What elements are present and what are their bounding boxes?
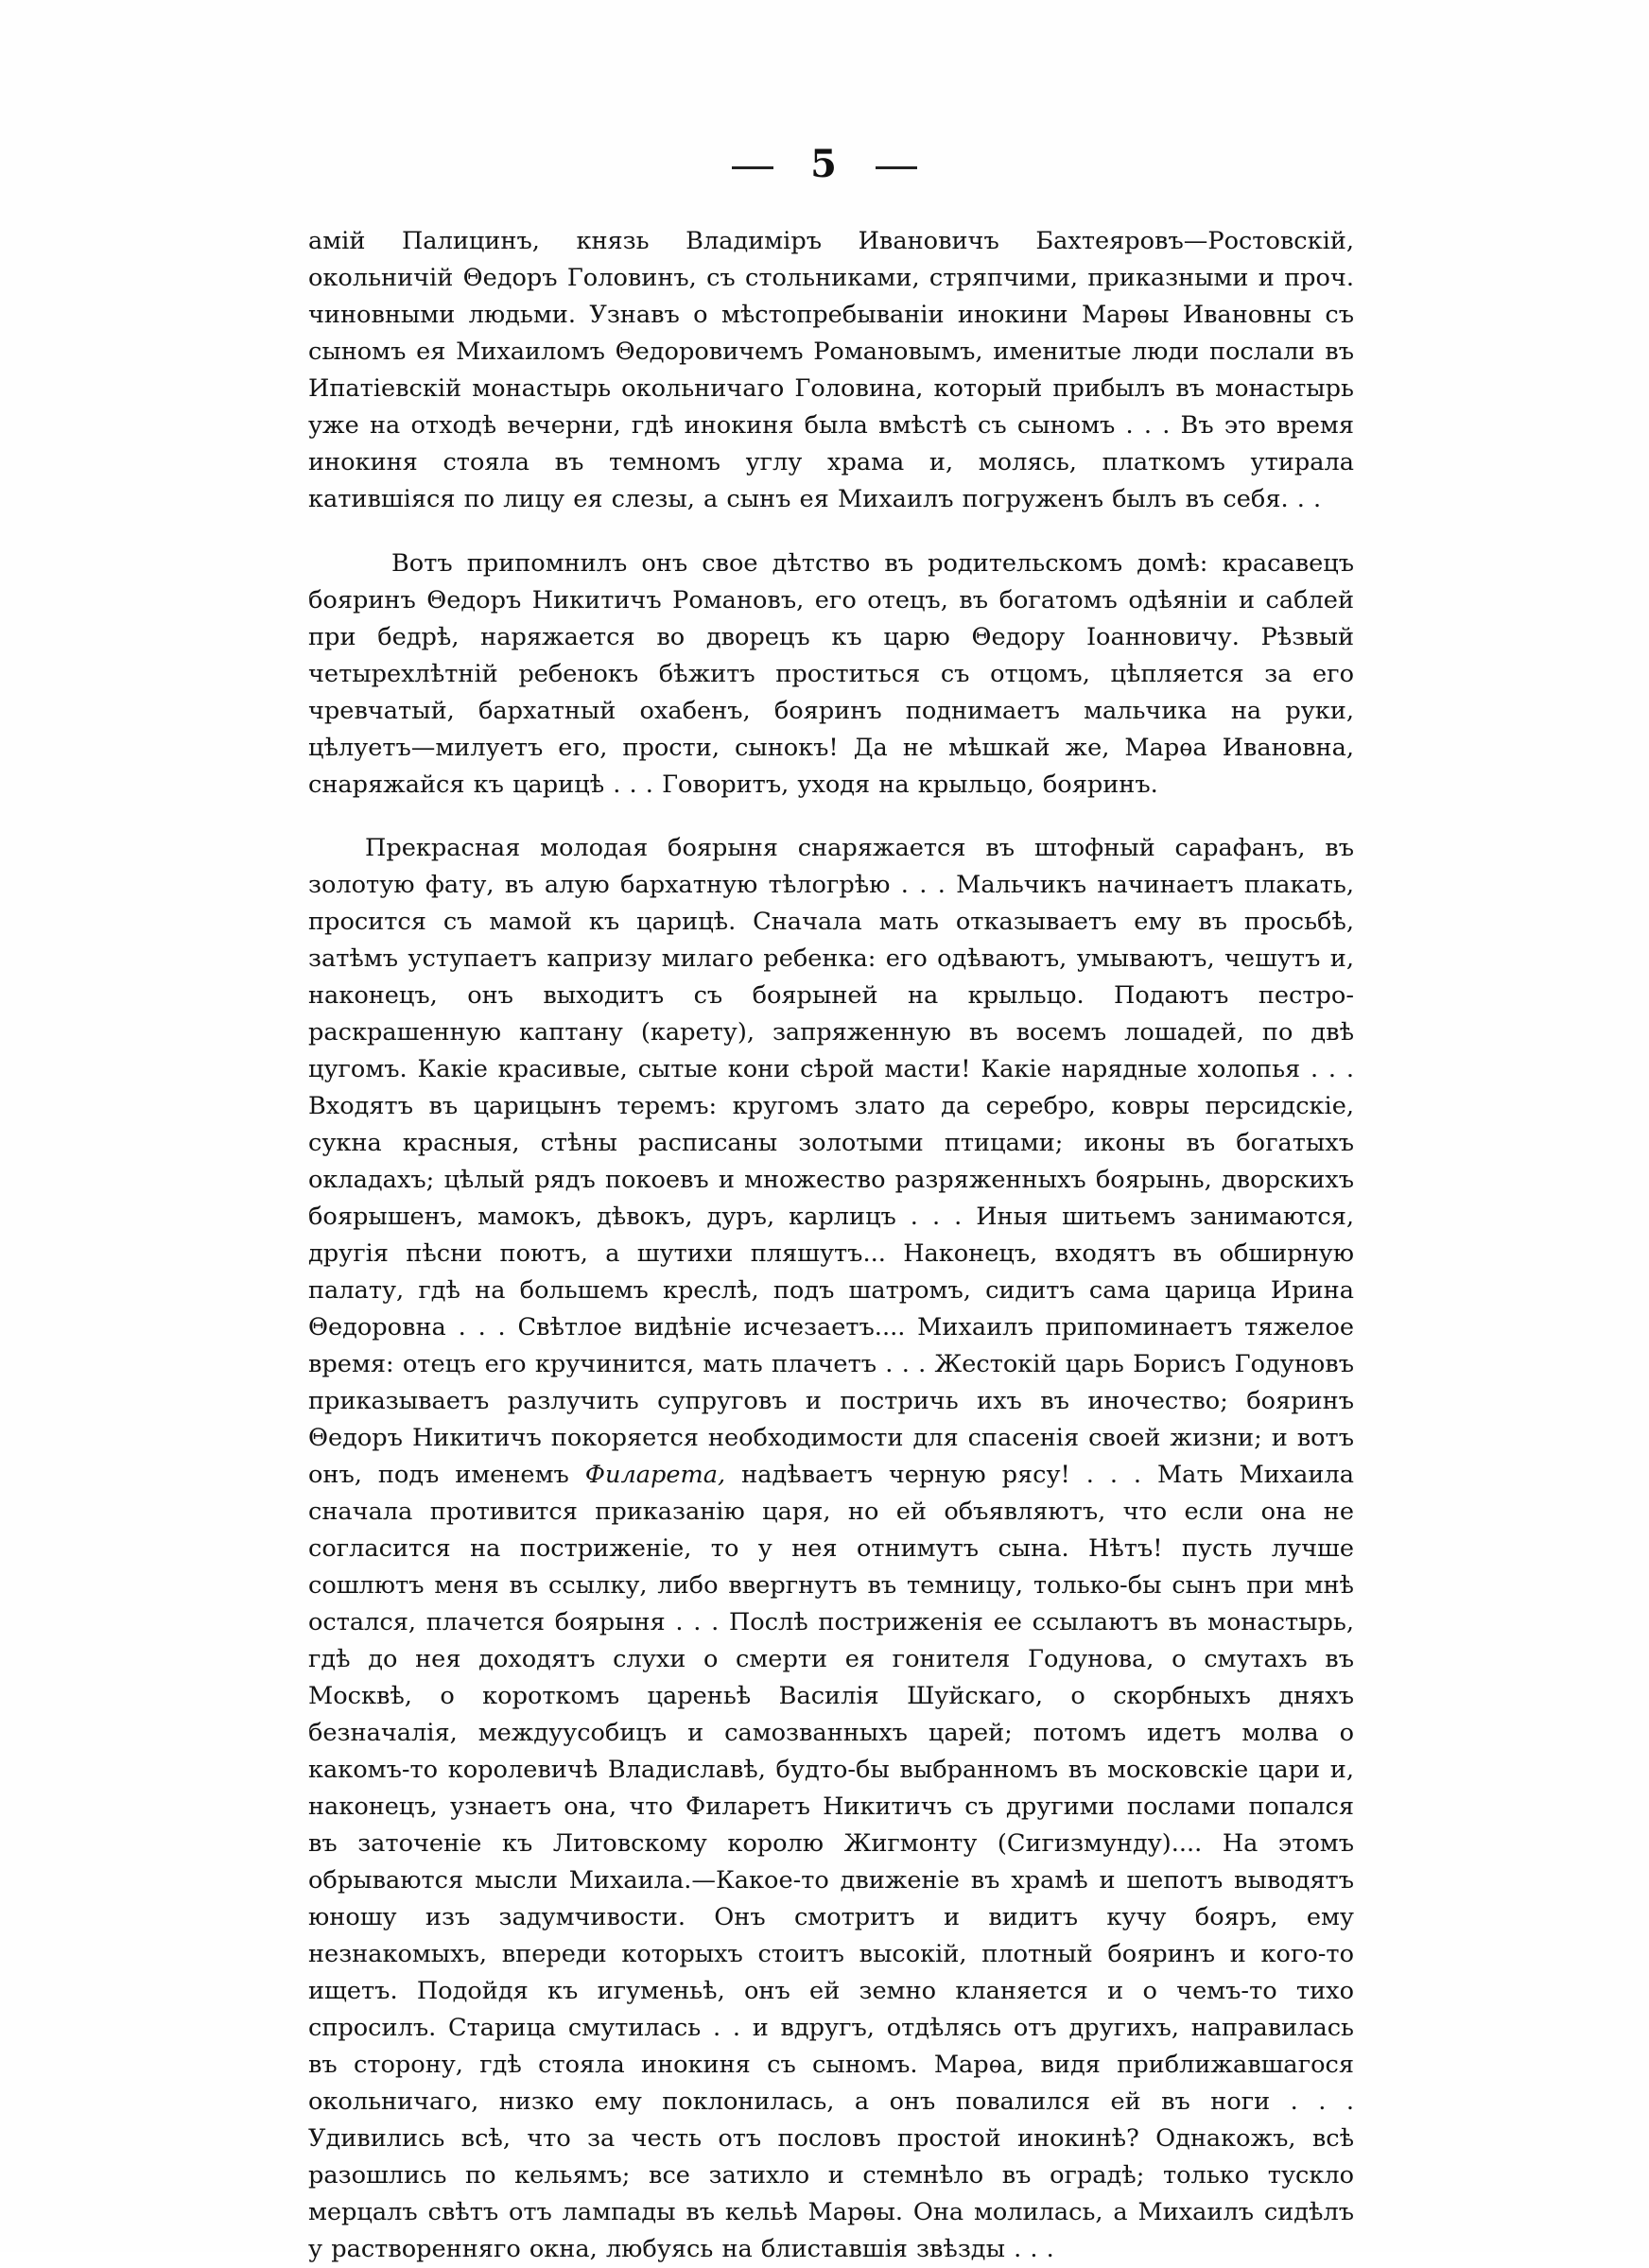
paragraph-1-text: амій Палицинъ, князь Владиміръ Ивановичъ Бахтеяровъ—Ростовскій, окольничій Θедоръ Головинъ, съ стольниками, стряпчими, приказными и проч. чиновными людьми. Узнавъ о мѣстопребываніи инокини Марѳы Ивановны съ сыномъ ея Михаиломъ Θедоровичемъ Романовымъ, именитые люди послали въ Ипатіевскій монастырь окольничаго Головина, который прибылъ въ монастырь уже на отходѣ вечерни, гдѣ инокиня была вмѣстѣ съ сыномъ . . . Въ это время инокиня стояла въ темномъ углу храма и, молясь, платкомъ утирала катившіяся по лицу ея слезы, а сынъ ея Михаилъ погруженъ былъ въ себя. . . — [308, 227, 1354, 513]
paragraph-2-text: Вотъ припомнилъ онъ свое дѣтство въ родительскомъ домѣ: красавецъ бояринъ Θедоръ Никитичъ Романовъ, его отецъ, въ богатомъ одѣяніи и саблей при бедрѣ, наряжается во дворецъ къ царю Θедору Іоанновичу. Рѣзвый четырехлѣтній ребенокъ бѣжитъ проститься съ отцомъ, цѣпляется за его чревчатый, бархатный охабенъ, бояринъ поднимаетъ мальчика на руки, цѣлуетъ—милуетъ его, прости, сынокъ! Да не мѣшкай же, Марѳа Ивановна, снаряжайся къ царицѣ . . . Говоритъ, уходя на крыльцо, бояринъ. — [308, 549, 1354, 799]
paragraph-3-emphasis: Филарета, — [584, 1461, 726, 1489]
paragraph-1 — [308, 223, 1354, 518]
paragraph-3-text — [308, 830, 1354, 2268]
paragraph-3-after: надѣваетъ черную рясу! . . . Мать Михаила сначала противится приказанію царя, но ей объявляютъ, что если она не согласится на постриженіе, то у нея отнимутъ сына. Нѣтъ! пусть лучше сошлютъ меня въ ссылку, либо ввергнутъ въ темницу, только-бы сынъ при мнѣ остался, плачется боярыня . . . Послѣ постриженія ее ссылаютъ въ монастырь, гдѣ до нея доходятъ слухи о смерти ея гонителя Годунова, о смутахъ въ Москвѣ, о короткомъ цареньѣ Василія Шуйскаго, о скорбныхъ дняхъ безначалія, междуусобицъ и самозванныхъ царей; потомъ идетъ молва о какомъ-то королевичѣ Владиславѣ, будто-бы выбранномъ въ московскіе цари и, наконецъ, узнаетъ она, что Филаретъ Никитичъ съ другими послами попался въ заточеніе къ Литовскому королю Жигмонту (Сигизмунду).... На этомъ обрываются мысли Михаила.—Какое-то движеніе въ храмѣ и шепотъ выводятъ юношу изъ задумчивости. Онъ смотритъ и видитъ кучу бояръ, ему незнакомыхъ, впереди которыхъ стоитъ высокій, плотный бояринъ и кого-то ищетъ. Подойдя къ игуменьѣ, онъ ей земно кланяется и о чемъ-то тихо спросилъ. Старица смутилась . . и вдругъ, отдѣлясь отъ другихъ, направилась въ сторону, гдѣ стояла инокиня съ сыномъ. Марѳа, видя приближавшагося окольничаго, низко ему поклонилась, а онъ повалился ей въ ноги . . . Удивились всѣ, что за честь отъ пословъ простой инокинѣ? Однакожъ, всѣ разошлись по кельямъ; все затихло и стемнѣло въ оградѣ; только тускло мерцалъ свѣтъ отъ лампады въ кельѣ Марѳы. Она молилась, а Михаилъ сидѣлъ у растворенняго окна, любуясь на блиставшія звѣзды . . . — [308, 1461, 1355, 2263]
page-header — [0, 142, 1649, 186]
paragraph-2 — [308, 545, 1354, 804]
header-dash-left — [732, 166, 773, 169]
header-dash-right — [876, 166, 917, 169]
page-number: 5 — [810, 142, 839, 186]
paragraph-3-before: Прекрасная молодая боярыня снаряжается въ штофный сарафанъ, въ золотую фату, въ алую бархатную тѣлогрѣю . . . Мальчикъ начинаетъ плакать, просится съ мамой къ царицѣ. Сначала мать отказываетъ ему въ просьбѣ, затѣмъ уступаетъ капризу милаго ребенка: его одѣваютъ, умываютъ, чешутъ и, наконецъ, онъ выходитъ съ боярыней на крыльцо. Подаютъ пестро-раскрашенную каптану (карету), запряженную въ восемъ лошадей, по двѣ цугомъ. Какіе красивые, сытые кони сѣрой масти! Какіе нарядные холопья . . . Входятъ въ царицынъ теремъ: кругомъ злато да серебро, ковры персидскіе, сукна красныя, стѣны расписаны золотыми птицами; иконы въ богатыхъ окладахъ; цѣлый рядъ покоевъ и множество разряженныхъ боярынь, дворскихъ боярышенъ, мамокъ, дѣвокъ, дуръ, карлицъ . . . Иныя шитьемъ занимаются, другія пѣсни поютъ, а шутихи пляшутъ... Наконецъ, входятъ въ обширную палату, гдѣ на большемъ креслѣ, подъ шатромъ, сидитъ сама царица Ирина Θедоровна . . . Свѣтлое видѣніе исчезаетъ.... Михаилъ припоминаетъ тяжелое время: отецъ его кручинится, мать плачетъ . . . Жестокій царь Борисъ Годуновъ приказываетъ разлучить супруговъ и постричь ихъ въ иночество; бояринъ Θедоръ Никитичъ покоряется необходимости для спасенія своей жизни; и вотъ онъ, подъ именемъ — [308, 834, 1354, 1489]
paragraph-3 — [308, 830, 1354, 2268]
